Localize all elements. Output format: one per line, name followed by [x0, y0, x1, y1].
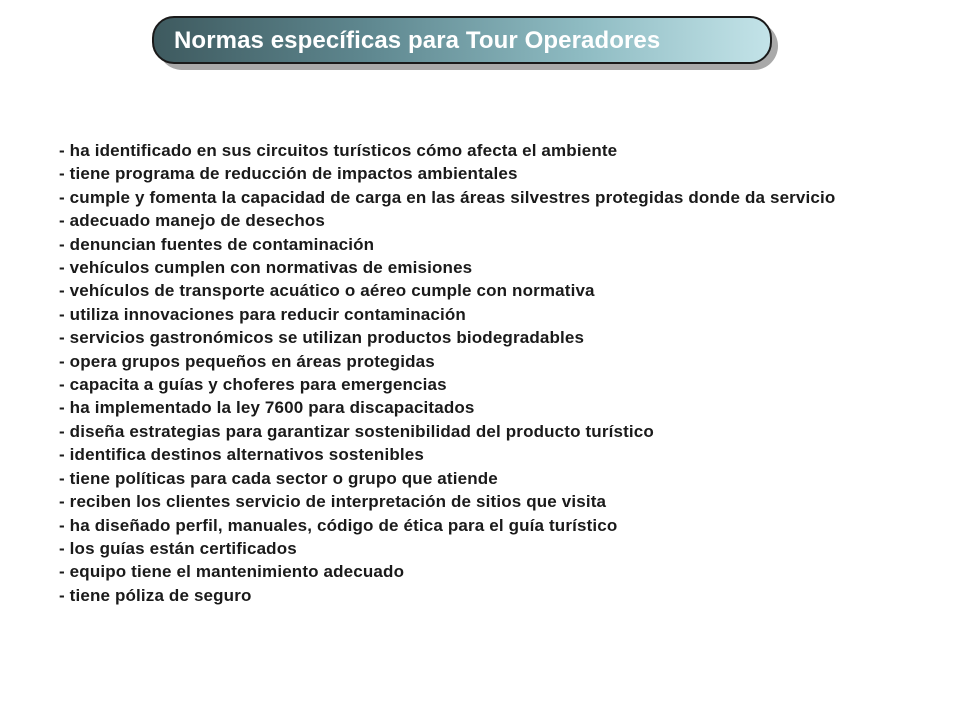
list-item: - capacita a guías y choferes para emergencias	[59, 375, 447, 395]
list-item: - utiliza innovaciones para reducir contaminación	[59, 304, 466, 324]
list-item: - vehículos de transporte acuático o aéreo cumple con normativa	[59, 281, 595, 301]
title-banner-bar	[152, 16, 772, 64]
list-item: - los guías están certificados	[59, 538, 297, 558]
list-item: - denuncian fuentes de contaminación	[59, 234, 375, 254]
list-item: - ha implementado la ley 7600 para discapacitados	[59, 398, 475, 418]
list-item: - ha identificado en sus circuitos turísticos cómo afecta el ambiente	[59, 141, 618, 160]
list-item: - diseña estrategias para garantizar sostenibilidad del producto turístico	[59, 421, 654, 441]
slide-title: Normas específicas para Tour Operadores	[174, 27, 661, 54]
list-item: - opera grupos pequeños en áreas protegidas	[59, 351, 435, 371]
list-item: - reciben los clientes servicio de interpretación de sitios que visita	[59, 492, 607, 512]
list-item: - tiene políticas para cada sector o grupo que atiende	[59, 468, 498, 488]
list-item: - vehículos cumplen con normativas de emisiones	[59, 258, 473, 278]
list-item: - tiene póliza de seguro	[59, 585, 252, 605]
list-item: - ha diseñado perfil, manuales, código de ética para el guía turístico	[59, 515, 618, 535]
list-item: - servicios gastronómicos se utilizan productos biodegradables	[59, 328, 585, 348]
requirements-list	[59, 139, 919, 607]
title-banner	[152, 16, 774, 66]
list-item: - equipo tiene el mantenimiento adecuado	[59, 562, 405, 582]
list-item: - identifica destinos alternativos sostenibles	[59, 445, 424, 465]
list-item: - adecuado manejo de desechos	[59, 211, 326, 231]
list-item: - cumple y fomenta la capacidad de carga en las áreas silvestres protegidas donde da servicio	[59, 187, 836, 207]
list-item: - tiene programa de reducción de impactos ambientales	[59, 164, 518, 184]
